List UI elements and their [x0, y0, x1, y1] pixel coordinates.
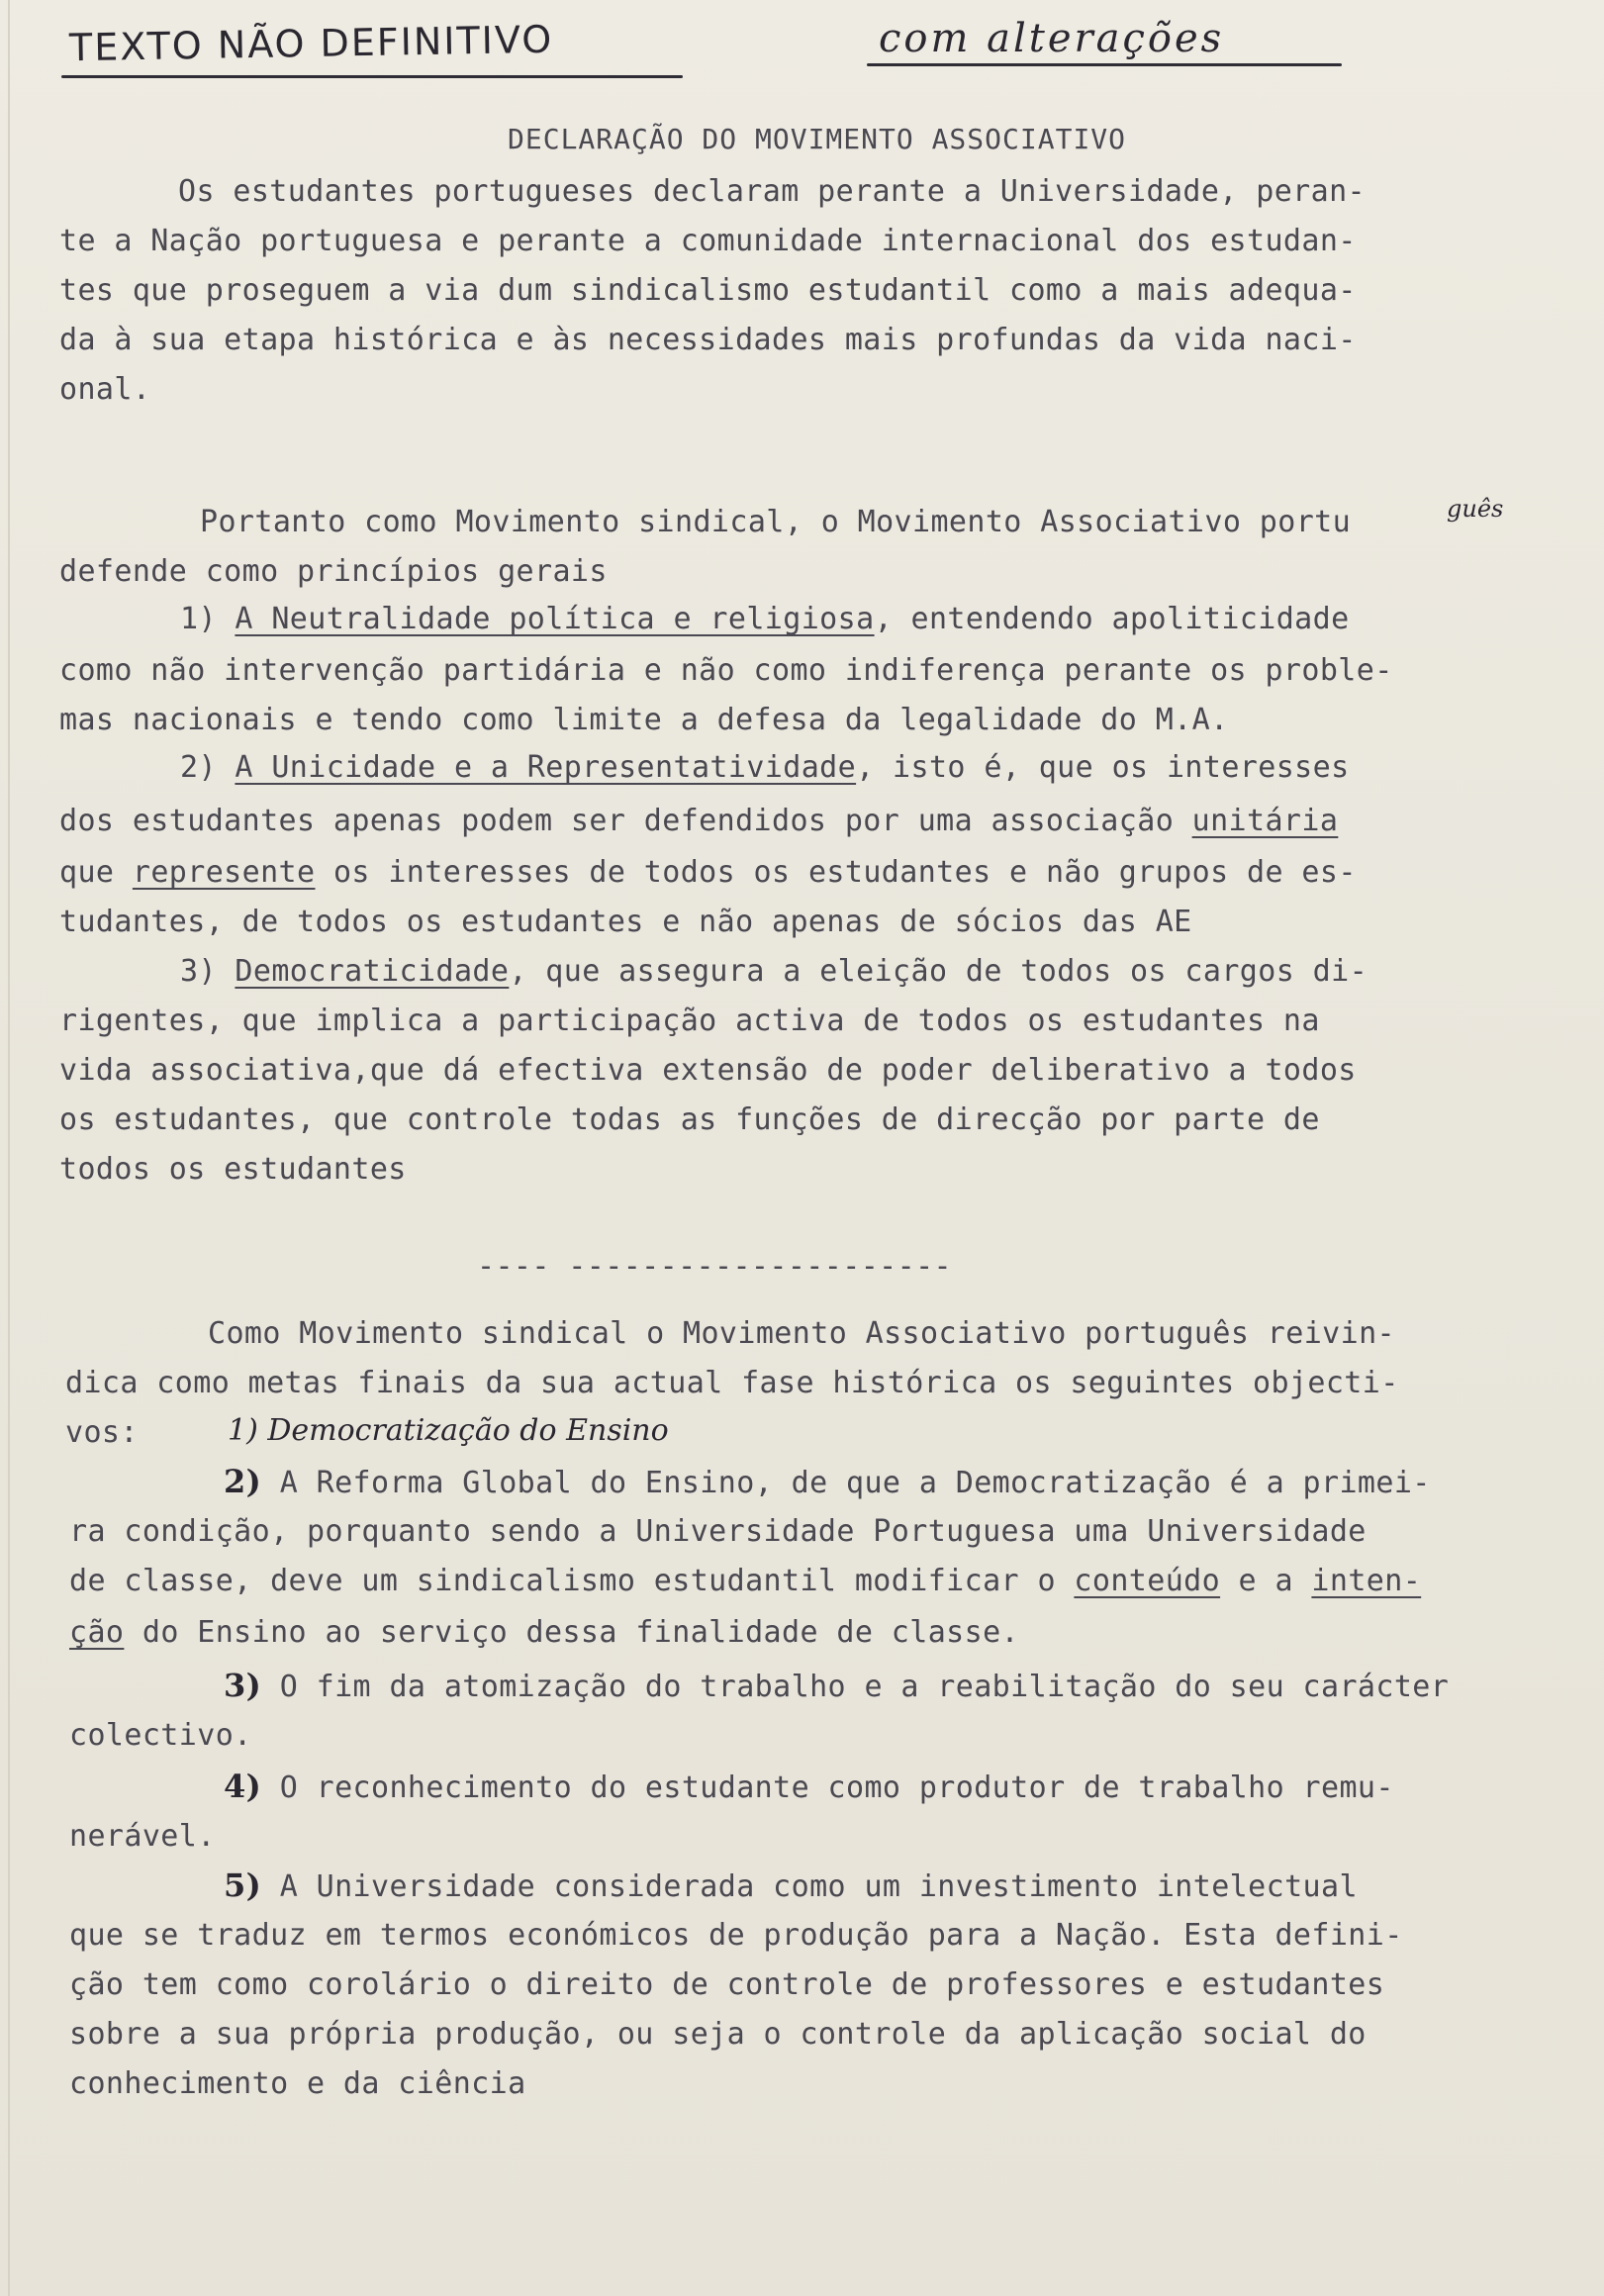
principle-1-line-2: como não intervenção partidária e não como indiferença perante os proble-	[59, 653, 1393, 688]
principle-2-unitaria: unitária	[1191, 804, 1339, 838]
section2-lead-line-2: dica como metas finais da sua actual fase histórica os seguintes objecti-	[65, 1366, 1399, 1400]
principle-3-text-1: , que assegura a eleição de todos os cargos di-	[509, 954, 1368, 989]
section2-lead-line-1: Como Movimento sindical o Movimento Associativo português reivin-	[208, 1316, 1395, 1351]
principle-3-title: Democraticidade	[235, 954, 510, 989]
intro-line-1: Os estudantes portugueses declaram perante a Universidade, peran-	[178, 174, 1366, 209]
objective-2-first-line	[224, 1463, 1431, 1500]
objective-5-number: 5)	[224, 1866, 262, 1904]
objective-2-text-4: do Ensino ao serviço dessa finalidade de classe.	[124, 1615, 1020, 1650]
section1-lead-line-1: Portanto como Movimento sindical, o Movimento Associativo portu	[200, 505, 1352, 539]
page-edge	[8, 0, 10, 2296]
objective-2-text-3b: e a	[1220, 1564, 1312, 1598]
annotation-draft-notice: TEXTO NÃO DEFINITIVO	[68, 17, 554, 70]
principle-3-first-line	[180, 954, 1368, 989]
intro-line-2: te a Nação portuguesa e perante a comunidade internacional dos estudan-	[59, 224, 1357, 258]
section-separator: ---- ---------------------	[477, 1249, 952, 1284]
objective-5-line-3: ção tem como corolário o direito de controle de professores e estudantes	[69, 1967, 1385, 2002]
principle-2-line-3	[59, 855, 1357, 890]
principle-2-text-2: dos estudantes apenas podem ser defendidos por uma associação	[59, 804, 1192, 838]
principle-3-line-4: os estudantes, que controle todas as funções de direcção por parte de	[59, 1102, 1320, 1137]
handwritten-objective-1: 1) Democratização do Ensino	[228, 1413, 669, 1448]
principle-2-line-2	[59, 804, 1338, 838]
objective-5-line-5: conhecimento e da ciência	[69, 2066, 526, 2101]
objective-5-first-line	[224, 1866, 1358, 1904]
objective-2-intencao: inten-	[1311, 1564, 1422, 1598]
principle-3-line-3: vida associativa,que dá efectiva extensão de poder deliberativo a todos	[59, 1053, 1357, 1088]
objective-2-cao: ção	[69, 1615, 125, 1650]
objective-3-number: 3)	[224, 1667, 262, 1704]
principle-1-text-1: , entendendo apoliticidade	[874, 602, 1350, 636]
principle-1-first-line	[180, 602, 1350, 636]
objective-2-line-3	[69, 1564, 1421, 1598]
objective-5-text-1: A Universidade considerada como um investimento intelectual	[279, 1869, 1358, 1904]
principle-1-number: 1)	[180, 602, 217, 636]
principle-3-line-5: todos os estudantes	[59, 1152, 407, 1187]
handwritten-insert-portugues: guês	[1447, 495, 1504, 523]
section1-lead-line-2: defende como princípios gerais	[59, 554, 608, 589]
principle-2-text-1: , isto é, que os interesses	[856, 750, 1350, 785]
annotation-with-changes: com alterações	[879, 16, 1225, 61]
intro-line-5: onal.	[59, 372, 151, 407]
document-title: DECLARAÇÃO DO MOVIMENTO ASSOCIATIVO	[508, 123, 1127, 155]
objective-3-text-1: O fim da atomização do trabalho e a reabilitação do seu carácter	[279, 1670, 1450, 1704]
annotation-underline-right	[867, 63, 1342, 66]
principle-1-line-3: mas nacionais e tendo como limite a defesa da legalidade do M.A.	[59, 703, 1229, 737]
objective-2-text-3: de classe, deve um sindicalismo estudantil modificar o	[69, 1564, 1075, 1598]
objective-2-text-1: A Reforma Global do Ensino, de que a Democratização é a primei-	[279, 1466, 1431, 1500]
objective-3-line-2: colectivo.	[69, 1718, 252, 1753]
objective-4-text-1: O reconhecimento do estudante como produtor de trabalho remu-	[279, 1770, 1394, 1805]
objective-5-line-4: sobre a sua própria produção, ou seja o controle da aplicação social do	[69, 2017, 1367, 2052]
objective-2-conteudo: conteúdo	[1074, 1564, 1221, 1598]
objective-5-line-2: que se traduz em termos económicos de produção para a Nação. Esta defini-	[69, 1918, 1403, 1953]
objective-4-line-2: nerável.	[69, 1819, 216, 1854]
principle-2-represente: represente	[132, 855, 316, 890]
principle-2-title: A Unicidade e a Representatividade	[235, 750, 857, 785]
principle-1-title: A Neutralidade política e religiosa	[235, 602, 875, 636]
principle-3-number: 3)	[180, 954, 217, 989]
annotation-underline-left	[61, 75, 683, 78]
principle-2-text-3b: os interesses de todos os estudantes e não grupos de es-	[315, 855, 1357, 890]
section2-lead-line-3: vos:	[65, 1415, 139, 1450]
objective-2-number: 2)	[224, 1463, 262, 1500]
intro-line-4: da à sua etapa histórica e às necessidades mais profundas da vida naci-	[59, 323, 1357, 357]
intro-line-3: tes que proseguem a via dum sindicalismo estudantil como a mais adequa-	[59, 273, 1357, 308]
principle-2-line-4: tudantes, de todos os estudantes e não apenas de sócios das AE	[59, 905, 1192, 939]
objective-4-number: 4)	[224, 1768, 262, 1805]
principle-3-line-2: rigentes, que implica a participação activa de todos os estudantes na	[59, 1004, 1320, 1038]
objective-2-line-2: ra condição, porquanto sendo a Universidade Portuguesa uma Universidade	[69, 1514, 1367, 1549]
principle-2-text-3: que	[59, 855, 133, 890]
principle-2-number: 2)	[180, 750, 217, 785]
principle-2-first-line	[180, 750, 1350, 785]
objective-2-line-4	[69, 1615, 1019, 1650]
objective-3-first-line	[224, 1667, 1449, 1704]
objective-4-first-line	[224, 1768, 1394, 1805]
